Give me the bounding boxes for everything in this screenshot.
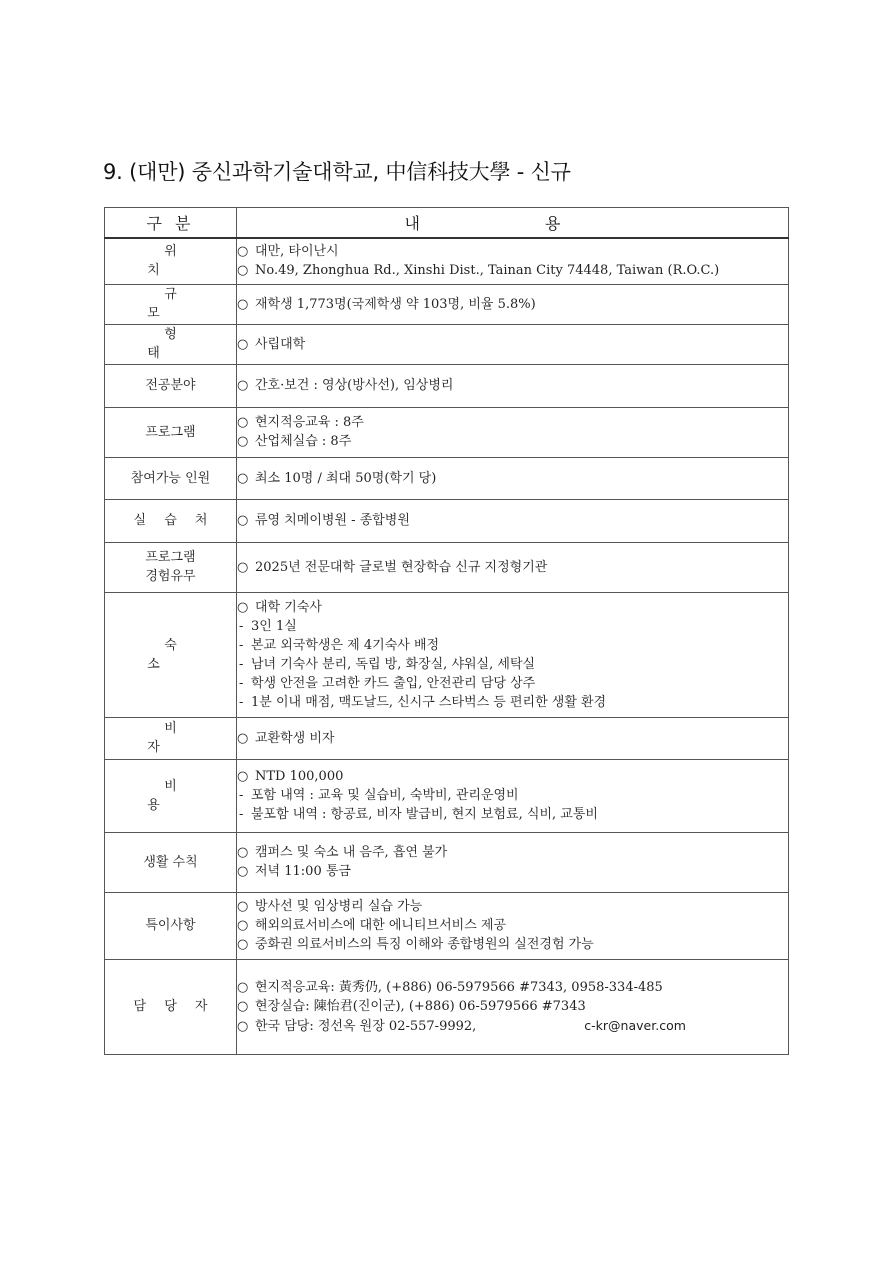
item-text: 현지적응교육: 黃秀仍, (+886) 06-5979566 #7343, 0958-334-485 [255, 979, 663, 995]
row-content [237, 592, 789, 717]
item-text: 대학 기숙사 [255, 599, 322, 615]
row-label-text: 형 태 [147, 327, 211, 361]
row-label [105, 959, 237, 1054]
circle-bullet-icon: ○ [237, 296, 249, 312]
bullet-item [237, 261, 788, 280]
item-text: 현장실습: 陳怡君(진이군), (+886) 06-5979566 #7343 [255, 998, 586, 1014]
item-text: 1분 이내 매점, 맥도날드, 신시구 스타벅스 등 편리한 생활 환경 [251, 694, 607, 710]
bullet-item [237, 997, 788, 1016]
row-content [237, 238, 789, 284]
circle-bullet-icon: ○ [237, 336, 249, 352]
circle-bullet-icon: ○ [237, 845, 249, 860]
item-text: 본교 외국학생은 제 4기숙사 배정 [251, 637, 440, 653]
table-row [105, 364, 789, 407]
item-text: 중화권 의료서비스의 특징 이해와 종합병원의 실전경험 가능 [255, 937, 594, 952]
bullet-item [237, 432, 788, 451]
circle-bullet-icon: ○ [237, 998, 249, 1014]
circle-bullet-icon: ○ [237, 434, 249, 449]
circle-bullet-icon: ○ [237, 470, 249, 486]
dash-marker: - [239, 637, 244, 653]
item-text: 2025년 전문대학 글로벌 현장학습 신규 지정형기관 [255, 559, 548, 575]
circle-bullet-icon: ○ [237, 918, 249, 933]
item-text: 저녁 11:00 통금 [255, 864, 351, 879]
row-content [237, 892, 789, 959]
row-label-text: 프로그램 [145, 550, 196, 565]
row-label-text: 숙 소 [147, 637, 211, 672]
dash-item [237, 674, 788, 693]
row-label [105, 284, 237, 324]
item-text: 산업체실습 : 8주 [255, 434, 352, 449]
item-text: 해외의료서비스에 대한 에니티브서비스 제공 [255, 918, 506, 933]
item-text: 대만, 타이난시 [255, 244, 339, 260]
row-label [105, 832, 237, 892]
row-label-text: 참여가능 인원 [130, 470, 211, 486]
row-content [237, 959, 789, 1054]
program-info-table [104, 207, 789, 1055]
row-label [105, 717, 237, 759]
row-label-text: 비 자 [147, 721, 211, 755]
circle-bullet-icon: ○ [237, 415, 249, 430]
header-content-cell: 내 용 [237, 208, 789, 239]
circle-bullet-icon: ○ [237, 1018, 249, 1034]
circle-bullet-icon: ○ [237, 244, 249, 260]
item-text: 3인 1실 [251, 618, 297, 634]
bullet-item [237, 469, 788, 488]
bullet-item [237, 413, 788, 432]
dash-item [237, 617, 788, 636]
circle-bullet-icon: ○ [237, 599, 249, 615]
bullet-item [237, 935, 788, 954]
row-content [237, 457, 789, 499]
circle-bullet-icon: ○ [237, 263, 249, 279]
item-text: No.49, Zhonghua Rd., Xinshi Dist., Tainan City 74448, Taiwan (R.O.C.) [255, 263, 720, 279]
table-header-row [105, 208, 789, 239]
table-row [105, 717, 789, 759]
table-row [105, 892, 789, 959]
row-label [105, 238, 237, 284]
row-label [105, 324, 237, 364]
row-content [237, 717, 789, 759]
row-label-text: 프로그램 [145, 424, 196, 440]
page-title: 9. (대만) 중신과학기술대학교, 中信科技大學 - 신규 [103, 160, 571, 184]
row-label-text: 실 습 처 [133, 513, 215, 528]
table-row [105, 284, 789, 324]
bullet-item [237, 978, 788, 997]
dash-marker: - [239, 618, 244, 634]
dash-marker: - [239, 694, 244, 710]
bullet-item [237, 897, 788, 916]
email-text: c-kr@naver.com [584, 1017, 686, 1033]
table-row [105, 324, 789, 364]
table-row [105, 832, 789, 892]
item-text: 현지적응교육 : 8주 [255, 415, 364, 430]
circle-bullet-icon: ○ [237, 864, 249, 879]
row-label [105, 364, 237, 407]
item-text: 최소 10명 / 최대 50명(학기 당) [255, 470, 437, 486]
row-content [237, 324, 789, 364]
dash-marker: - [239, 675, 244, 691]
row-label-text: 비 용 [147, 778, 211, 813]
item-text: 간호·보건 : 영상(방사선), 임상병리 [255, 378, 454, 393]
bullet-item [237, 598, 788, 617]
table-row [105, 499, 789, 542]
item-text: 교환학생 비자 [255, 730, 335, 746]
row-label-text: 경험유무 [145, 569, 196, 584]
item-text: 학생 안전을 고려한 카드 출입, 안전관리 담당 상주 [251, 675, 536, 691]
circle-bullet-icon: ○ [237, 937, 249, 952]
circle-bullet-icon: ○ [237, 979, 249, 995]
row-label [105, 592, 237, 717]
row-label-text: 규 모 [147, 287, 211, 321]
bullet-item [237, 862, 788, 881]
header-label-cell: 구 분 [105, 208, 237, 239]
dash-item [237, 786, 788, 805]
row-label-text: 위 치 [147, 244, 211, 279]
bullet-item [237, 558, 788, 577]
row-label-text: 담 당 자 [133, 999, 215, 1014]
item-text: 불포함 내역 : 항공료, 비자 발급비, 현지 보험료, 식비, 교통비 [251, 807, 598, 822]
table-row [105, 592, 789, 717]
row-label [105, 759, 237, 832]
row-content [237, 759, 789, 832]
table-row [105, 959, 789, 1054]
row-label [105, 457, 237, 499]
bullet-item [237, 916, 788, 935]
bullet-item [237, 729, 788, 748]
item-text: 남녀 기숙사 분리, 독립 방, 화장실, 샤워실, 세탁실 [251, 656, 536, 672]
item-text: 캠퍼스 및 숙소 내 음주, 흡연 불가 [255, 845, 448, 860]
bullet-item [237, 335, 788, 354]
bullet-item [237, 295, 788, 314]
table-row [105, 407, 789, 457]
item-text: 사립대학 [255, 336, 306, 352]
row-label-text: 생활 수칙 [143, 854, 198, 870]
circle-bullet-icon: ○ [237, 559, 249, 575]
row-label [105, 499, 237, 542]
row-label-text: 특이사항 [145, 918, 196, 933]
circle-bullet-icon: ○ [237, 730, 249, 746]
dash-marker: - [239, 807, 244, 822]
circle-bullet-icon: ○ [237, 378, 249, 393]
item-text: 재학생 1,773명(국제학생 약 103명, 비율 5.8%) [255, 296, 536, 312]
bullet-item [237, 242, 788, 261]
circle-bullet-icon: ○ [237, 769, 249, 784]
item-text: NTD 100,000 [255, 769, 344, 784]
row-content [237, 832, 789, 892]
circle-bullet-icon: ○ [237, 513, 249, 528]
bullet-item [237, 843, 788, 862]
bullet-item [237, 1016, 788, 1036]
item-text: 포함 내역 : 교육 및 실습비, 숙박비, 관리운영비 [251, 788, 519, 803]
row-content [237, 499, 789, 542]
row-label [105, 892, 237, 959]
dash-item [237, 655, 788, 674]
circle-bullet-icon: ○ [237, 899, 249, 914]
table-row [105, 238, 789, 284]
row-label [105, 407, 237, 457]
row-content [237, 542, 789, 592]
dash-item [237, 805, 788, 824]
item-text: 류영 치메이병원 - 종합병원 [255, 513, 410, 528]
table-row [105, 542, 789, 592]
bullet-item [237, 767, 788, 786]
row-label [105, 542, 237, 592]
bullet-item [237, 511, 788, 530]
dash-marker: - [239, 656, 244, 672]
table-row [105, 457, 789, 499]
row-content [237, 364, 789, 407]
item-text: 한국 담당: 정선옥 원장 02-557-9992, [255, 1018, 477, 1034]
dash-item [237, 693, 788, 712]
dash-item [237, 636, 788, 655]
item-text: 방사선 및 임상병리 실습 가능 [255, 899, 423, 914]
row-content [237, 407, 789, 457]
table-row [105, 759, 789, 832]
dash-marker: - [239, 788, 244, 803]
row-content [237, 284, 789, 324]
row-label-text: 전공분야 [145, 378, 196, 393]
bullet-item [237, 376, 788, 395]
